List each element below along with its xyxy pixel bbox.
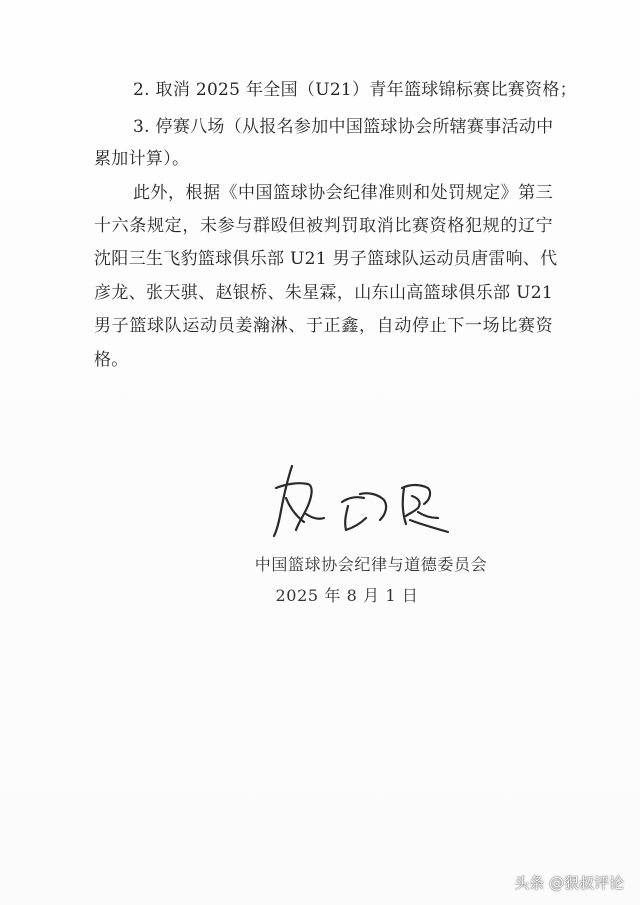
- paragraph-line-3: 沈阳三生飞豹篮球俱乐部 U21 男子篮球队运动员唐雷响、代: [94, 249, 558, 269]
- clause-3-line-2: 累加计算）。: [94, 149, 190, 169]
- clause-2: 2. 取消 2025 年全国（U21）青年篮球锦标赛比赛资格；: [133, 80, 577, 100]
- paragraph-line-6: 格。: [94, 350, 129, 370]
- watermark: 头条 @狠叔评论: [514, 874, 624, 892]
- issuing-committee: 中国篮球协会纪律与道德委员会: [254, 555, 488, 574]
- paragraph-line-1: 此外，根据《中国篮球协会纪律准则和处罚规定》第三: [133, 183, 553, 203]
- issue-date: 2025 年 8 月 1 日: [275, 586, 419, 605]
- clause-3-line-1: 3. 停赛八场（从报名参加中国篮球协会所辖赛事活动中: [133, 117, 554, 137]
- handwritten-signature: [268, 458, 468, 544]
- paragraph-line-4: 彦龙、张天骐、赵银桥、朱星霖，山东山高篮球俱乐部 U21: [94, 283, 553, 303]
- paragraph-line-5: 男子篮球队运动员姜瀚淋、于正鑫，自动停止下一场比赛资: [94, 316, 553, 336]
- paragraph-line-2: 十六条规定，未参与群殴但被判罚取消比赛资格犯规的辽宁: [94, 216, 553, 236]
